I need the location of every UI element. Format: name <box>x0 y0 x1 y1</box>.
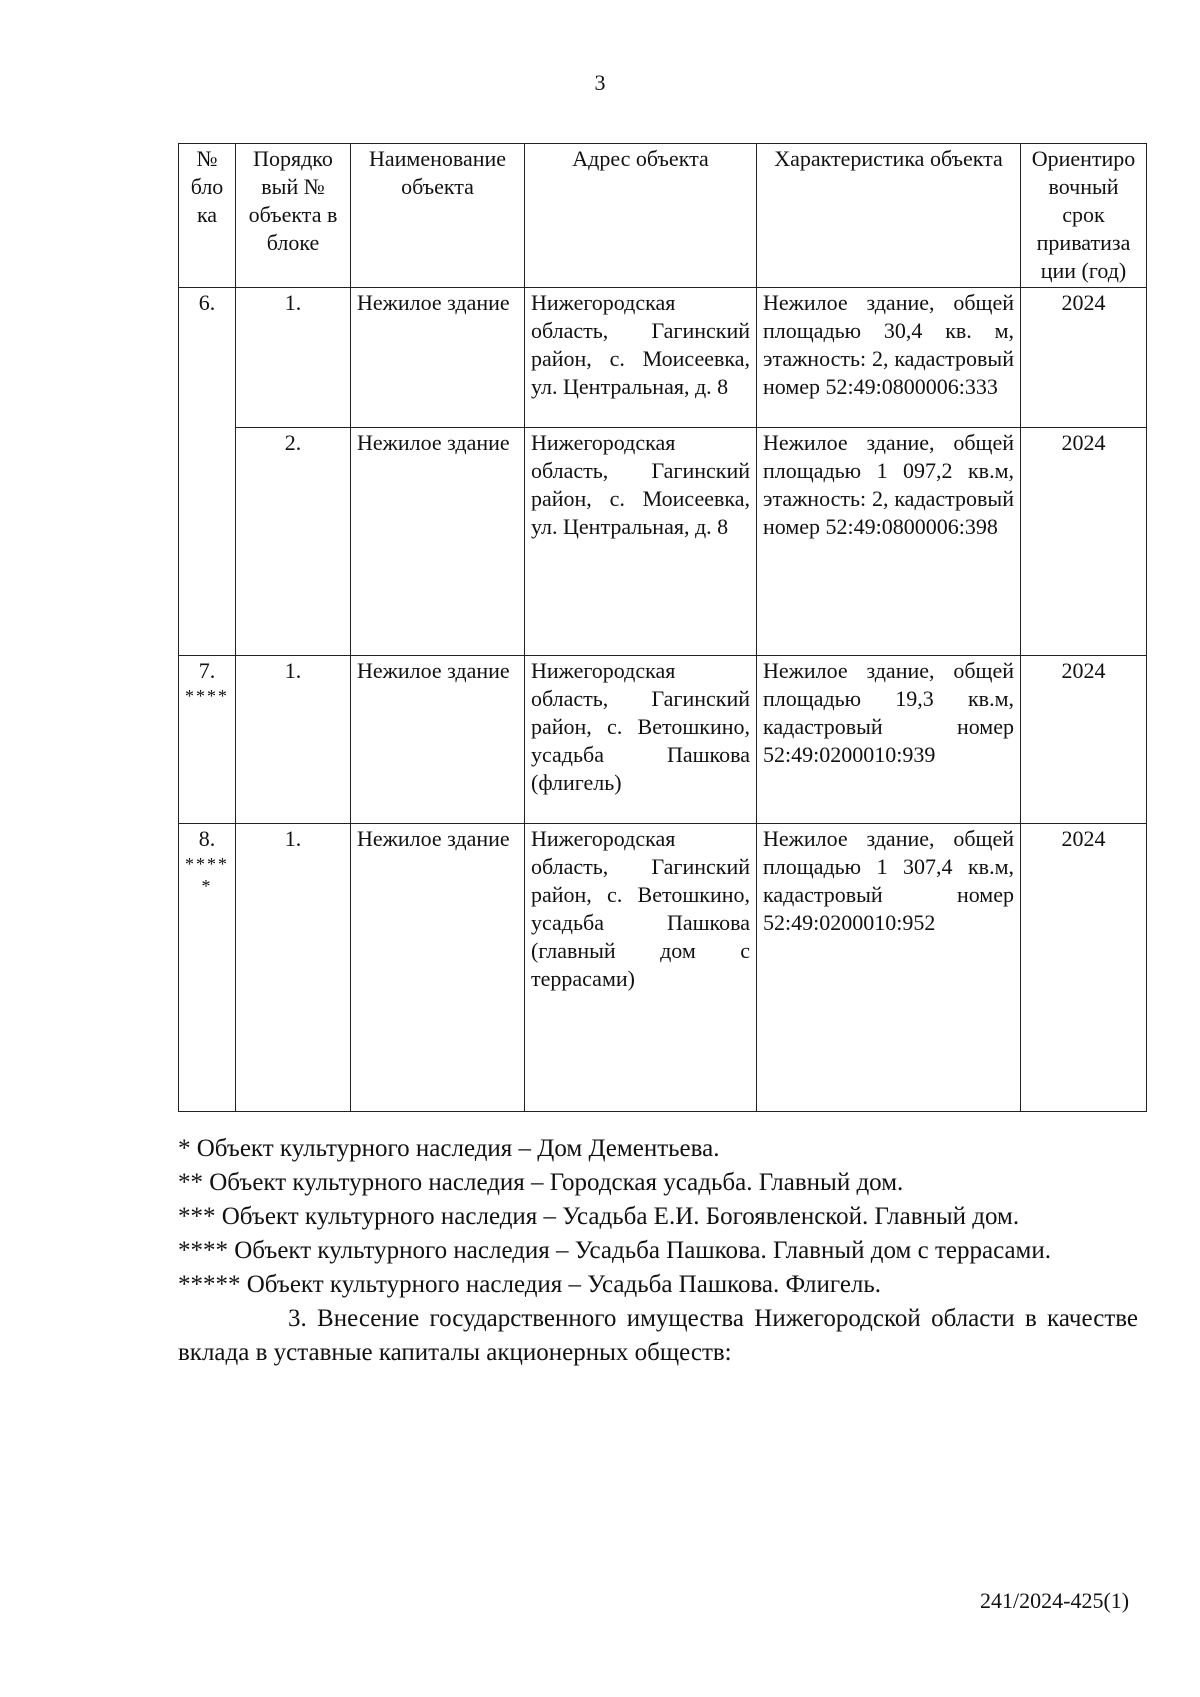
table-row <box>179 824 1147 1112</box>
footnote: ***** Объект культурного наследия – Усадьба Пашкова. Флигель. <box>178 1271 882 1298</box>
object-name: Нежилое здание <box>351 288 525 428</box>
section-paragraph: 3. Внесение государственного имущества Нижегородской области в качестве вклада в уставные капиталы акционерных обществ: <box>178 1305 1138 1366</box>
object-name: Нежилое здание <box>351 656 525 824</box>
object-number: 1. <box>236 288 351 428</box>
object-features: Нежилое здание, общей площадью 30,4 кв. м, этажность: 2, кадастровый номер 52:49:0800006:333 <box>757 288 1021 428</box>
object-address: Нижегородская область, Гагинский район, с. Ветошкино, усадьба Пашкова (флигель) <box>525 656 757 824</box>
document-code: 241/2024-425(1) <box>980 1588 1130 1613</box>
object-number: 1. <box>236 656 351 824</box>
table-row <box>179 656 1147 824</box>
object-features: Нежилое здание, общей площадью 19,3 кв.м, кадастровый номер 52:49:0200010:939 <box>757 656 1021 824</box>
table-row <box>179 288 1147 428</box>
table-header-row <box>179 144 1147 288</box>
header-object-features: Характеристика объекта <box>757 144 1021 288</box>
block-number: 6. <box>198 290 216 315</box>
header-privatization-year: Ориентиро вочный срок приватиза ции (год) <box>1021 144 1147 288</box>
privatization-year: 2024 <box>1021 288 1147 428</box>
footnote: * Объект культурного наследия – Дом Дементьева. <box>178 1135 720 1162</box>
privatization-year: 2024 <box>1021 428 1147 656</box>
object-features: Нежилое здание, общей площадью 1 307,4 кв.м, кадастровый номер 52:49:0200010:952 <box>757 824 1021 1112</box>
object-number: 2. <box>236 428 351 656</box>
object-address: Нижегородская область, Гагинский район, с. Ветошкино, усадьба Пашкова (главный дом с террасами) <box>525 824 757 1112</box>
object-address: Нижегородская область, Гагинский район, с. Моисеевка, ул. Центральная, д. 8 <box>525 288 757 428</box>
block-cell <box>179 824 236 1112</box>
footnotes <box>178 1132 1138 1370</box>
heritage-mark: **** * <box>185 854 229 896</box>
footnote: **** Объект культурного наследия – Усадьба Пашкова. Главный дом с террасами. <box>178 1237 1052 1264</box>
header-object-name: Наименование объекта <box>351 144 525 288</box>
block-number: 8. <box>198 826 216 851</box>
page-number: 3 <box>594 70 606 95</box>
block-cell <box>179 288 236 656</box>
header-object-number: Порядко вый № объекта в блоке <box>236 144 351 288</box>
privatization-table <box>178 143 1147 1112</box>
privatization-year: 2024 <box>1021 824 1147 1112</box>
table-row <box>179 428 1147 656</box>
footnote: *** Объект культурного наследия – Усадьба Е.И. Богоявленской. Главный дом. <box>178 1203 1020 1230</box>
heritage-mark: **** <box>185 686 229 706</box>
privatization-year: 2024 <box>1021 656 1147 824</box>
object-name: Нежилое здание <box>351 824 525 1112</box>
object-features: Нежилое здание, общей площадью 1 097,2 кв.м, этажность: 2, кадастровый номер 52:49:0800006:398 <box>757 428 1021 656</box>
header-block-number: № бло ка <box>179 144 236 288</box>
object-name: Нежилое здание <box>351 428 525 656</box>
footnote: ** Объект культурного наследия – Городская усадьба. Главный дом. <box>178 1169 904 1196</box>
object-address: Нижегородская область, Гагинский район, с. Моисеевка, ул. Центральная, д. 8 <box>525 428 757 656</box>
block-number: 7. <box>198 658 216 683</box>
block-cell <box>179 656 236 824</box>
object-number: 1. <box>236 824 351 1112</box>
header-object-address: Адрес объекта <box>525 144 757 288</box>
